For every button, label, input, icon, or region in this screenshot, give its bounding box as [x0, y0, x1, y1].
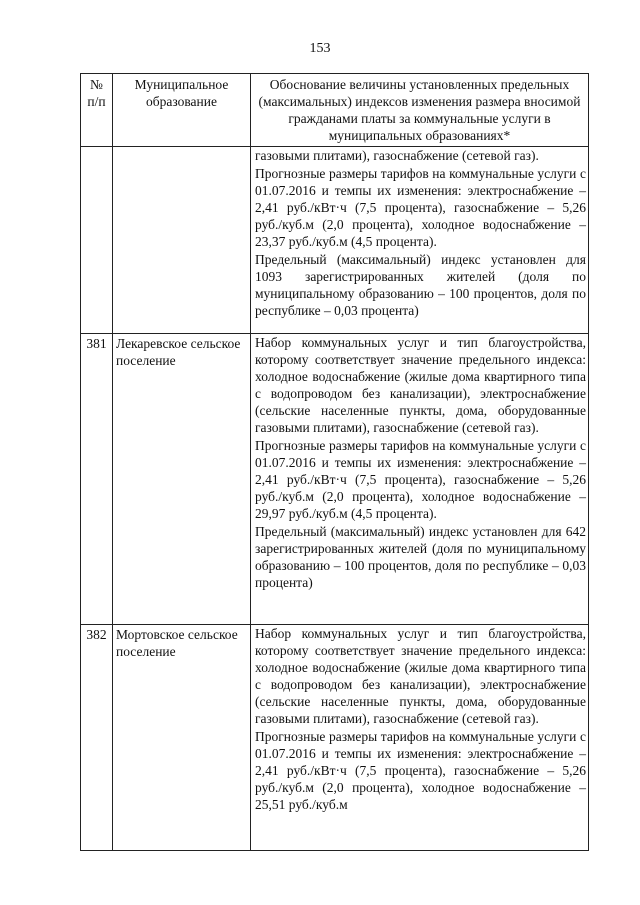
header-municipality: Муниципальное образование: [113, 74, 251, 147]
paragraph: Предельный (максимальный) индекс установлен для 1093 зарегистрированных жителей (доля по муниципальному образованию – 100 процентов, доля по республике – 0,03 процента): [255, 252, 586, 318]
row-number: [81, 147, 113, 334]
table-row: [81, 625, 589, 851]
table-row: [81, 147, 589, 334]
paragraph: Набор коммунальных услуг и тип благоустройства, которому соответствует значение предельного индекса: холодное водоснабжение (жилые дома квартирного типа с водопроводом без канализации), электроснабжение (сельские населенные пункты, дома, оборудованные газовыми плитами), газоснабжение (сетевой газ).: [255, 335, 586, 435]
paragraph: Предельный (максимальный) индекс установлен для 642 зарегистрированных жителей (доля по муниципальному образованию – 100 процентов, доля по республике – 0,03 процента): [255, 524, 586, 590]
row-number: 381: [81, 334, 113, 625]
page-number: 153: [309, 41, 331, 56]
row-municipality: [113, 147, 251, 334]
tariff-index-table: [80, 73, 589, 851]
header-justification: Обоснование величины установленных предельных (максимальных) индексов изменения размера вносимой гражданами платы за коммунальные услуги в муниципальных образованиях*: [251, 74, 589, 147]
table-header-row: [81, 74, 589, 147]
paragraph: Прогнозные размеры тарифов на коммунальные услуги с 01.07.2016 и темпы их изменения: электроснабжение – 2,41 руб./кВт·ч (7,5 процента), газоснабжение – 5,26 руб./куб.м (2,0 процента), холодное водоснабжение – 29,97 руб./куб.м (4,5 процента).: [255, 438, 586, 521]
header-number: № п/п: [81, 74, 113, 147]
row-municipality: Лекаревское сельское поселение: [113, 334, 251, 625]
paragraph: Прогнозные размеры тарифов на коммунальные услуги с 01.07.2016 и темпы их изменения: электроснабжение – 2,41 руб./кВт·ч (7,5 процента), газоснабжение – 5,26 руб./куб.м (2,0 процента), холодное водоснабжение – 25,51 руб./куб.м: [255, 729, 586, 812]
row-justification: [251, 625, 589, 851]
row-justification: [251, 147, 589, 334]
table-row: [81, 334, 589, 625]
paragraph: Набор коммунальных услуг и тип благоустройства, которому соответствует значение предельного индекса: холодное водоснабжение (жилые дома квартирного типа с водопроводом без канализации), электроснабжение (сельские населенные пункты, дома, оборудованные газовыми плитами), газоснабжение (сетевой газ).: [255, 626, 586, 726]
paragraph: Прогнозные размеры тарифов на коммунальные услуги с 01.07.2016 и темпы их изменения: электроснабжение – 2,41 руб./кВт·ч (7,5 процента), газоснабжение – 5,26 руб./куб.м (2,0 процента), холодное водоснабжение – 23,37 руб./куб.м (4,5 процента).: [255, 166, 586, 249]
row-number: 382: [81, 625, 113, 851]
paragraph: газовыми плитами), газоснабжение (сетевой газ).: [255, 148, 539, 163]
row-justification: [251, 334, 589, 625]
row-municipality: Мортовское сельское поселение: [113, 625, 251, 851]
